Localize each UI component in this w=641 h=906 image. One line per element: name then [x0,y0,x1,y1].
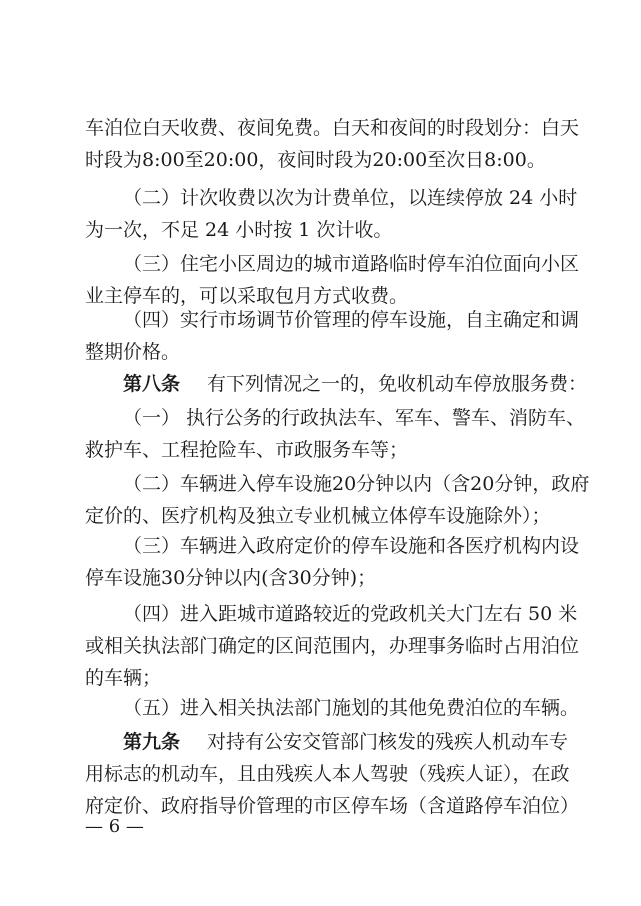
article-number: 第八条 [123,373,181,395]
text-line: 为一次，不足 24 小时按 1 次计收。 [85,219,393,241]
text-line: 定价的、医疗机构及独立专业机械立体停车设施除外）； [85,505,551,527]
article-line: 第九条 对持有公安交管部门核发的残疾人机动车专 [0,722,641,762]
text-line: （四）进入距城市道路较近的党政机关大门左右 50 米 [123,603,578,625]
text-line: 的车辆； [85,667,162,689]
text-line: 府定价、政府指导价管理的市区停车场（含道路停车泊位） [85,795,580,817]
text-line: 用标志的机动车，且由残疾人本人驾驶（残疾人证），在政 [85,763,570,785]
text-line: 或相关执法部门确定的区间范围内，办理事务临时占用泊位 [85,635,580,657]
page-number: — 6 — [85,816,144,837]
text-line: 停车设施30分钟以内(含30分钟)； [85,567,377,589]
text-line: （三）车辆进入政府定价的停车设施和各医疗机构内设 [123,535,580,557]
text-line: （四）实行市场调节价管理的停车设施，自主确定和调 [123,309,580,331]
text-line: （五）进入相关执法部门施划的其他免费泊位的车辆。 [123,697,580,719]
text-line: 时段为8:00至20:00，夜间时段为20:00至次日8:00。 [85,149,546,171]
text-line: （二）车辆进入停车设施20分钟以内（含20分钟，政府 [123,473,590,495]
text-line: 救护车、工程抢险车、市政服务车等； [85,439,409,461]
text-line: （一） 执行公务的行政执法车、军车、警车、消防车、 [123,407,586,429]
text-line: （三）住宅小区周边的城市道路临时停车泊位面向小区 [123,253,580,275]
text-line: 整期价格。 [85,341,181,363]
article-line: 第八条 有下列情况之一的，免收机动车停放服务费： [0,364,641,404]
text-line: 业主停车的，可以采取包月方式收费。 [85,285,409,307]
article-number: 第九条 [123,731,181,753]
text-line: 车泊位白天收费、夜间免费。白天和夜间的时段划分：白天 [85,117,580,139]
text-line: （二）计次收费以次为计费单位，以连续停放 24 小时 [123,187,578,209]
